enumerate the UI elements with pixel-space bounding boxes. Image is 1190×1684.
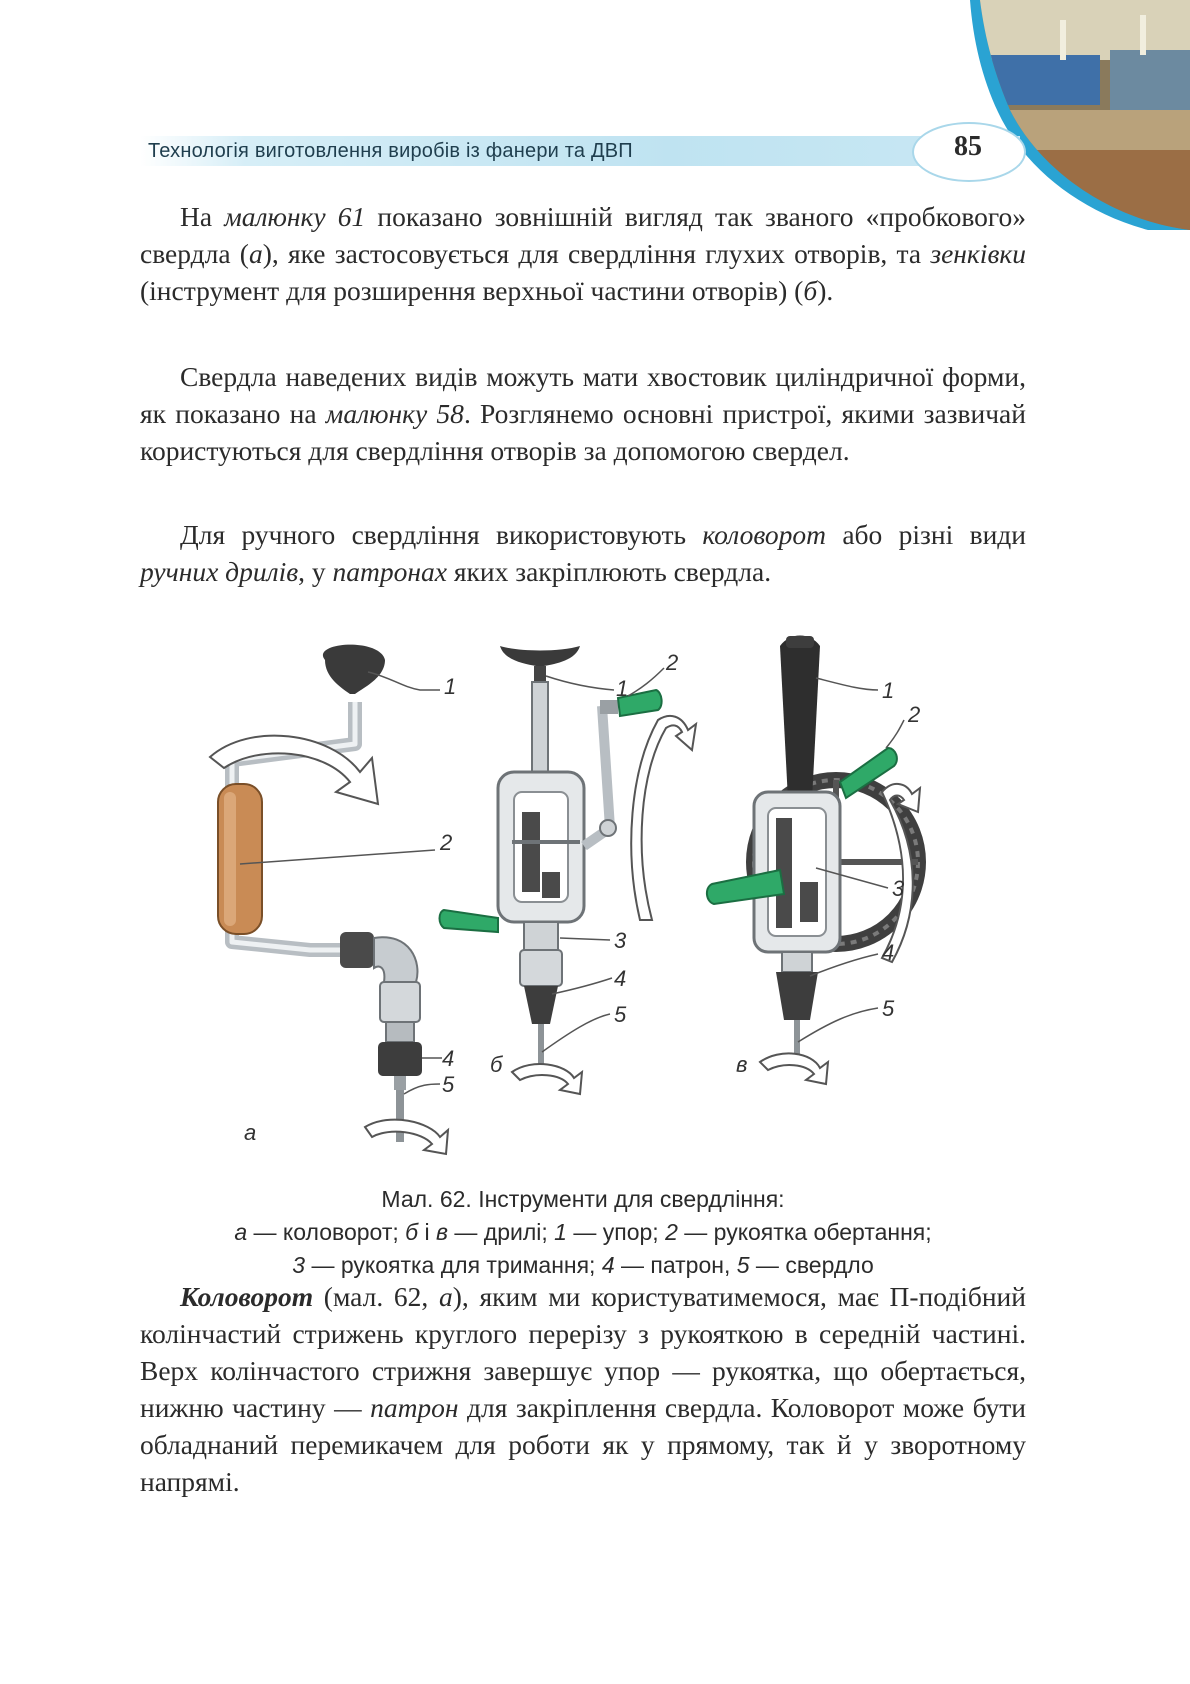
figure-drilling-tools bbox=[140, 632, 1040, 1172]
drill-c-label-4: 4 bbox=[882, 940, 895, 965]
drill-b-label-2: 2 bbox=[666, 650, 679, 675]
caption-line-1: Мал. 62. Інструменти для свердління: bbox=[381, 1186, 785, 1212]
hand-drill-illustration bbox=[440, 646, 697, 1094]
drill-b-label-5: 5 bbox=[614, 1002, 627, 1027]
corner-workshop-photo bbox=[940, 0, 1190, 230]
brace-label-5: 5 bbox=[442, 1072, 455, 1097]
drill-b-label-3: 3 bbox=[614, 928, 627, 953]
sublabel-b: б bbox=[490, 1052, 503, 1077]
page-number: 85 bbox=[954, 131, 982, 162]
breast-drill-illustration bbox=[707, 636, 920, 1085]
drill-c-label-2: 2 bbox=[908, 702, 921, 727]
sublabel-c: в bbox=[736, 1052, 748, 1077]
paragraph-3: Для ручного свердління використовують коловорот або різні види ручних дрилів, у патронах яких закріплюють свердла. bbox=[140, 519, 1027, 587]
running-header-title: Технологія виготовлення виробів із фанери та ДВП bbox=[148, 140, 633, 162]
drill-c-label-3: 3 bbox=[892, 876, 905, 901]
caption-line-3: 3 — рукоятка для тримання; 4 — патрон, 5 — свердло bbox=[292, 1252, 874, 1278]
drill-b-label-1: 1 bbox=[616, 676, 629, 701]
paragraph-4: Коловорот (мал. 62, а), яким ми користуватимемося, має П-подібний колінчастий стрижень круглого перерізу з рукояткою в середній частині. Верх колінчастого стрижня завершує упор — рукоятка, що обертається, нижню частину — патрон для закріплення свердла. Коловорот може бути обладнаний перемикачем для роботи як у прямому, так й у зворотному напрямі. bbox=[140, 1281, 1027, 1497]
drill-c-label-1: 1 bbox=[882, 678, 895, 703]
drill-b-label-4: 4 bbox=[614, 966, 627, 991]
sublabel-a: а bbox=[244, 1120, 257, 1145]
caption-line-2: а — коловорот; б і в — дрилі; 1 — упор; 2 — рукоятка обертання; bbox=[234, 1219, 932, 1245]
drill-c-label-5: 5 bbox=[882, 996, 895, 1021]
figure-caption bbox=[140, 1183, 1026, 1282]
brace-label-1: 1 bbox=[444, 674, 457, 699]
paragraph-2: Свердла наведених видів можуть мати хвостовик циліндричної форми, як показано на малюнку 58. Розглянемо основні пристрої, якими зазвичай користуються для свердління отворів за допомогою свердел. bbox=[140, 361, 1026, 466]
brace-illustration bbox=[210, 645, 456, 1154]
paragraph-1: На малюнку 61 показано зовнішній вигляд так званого «пробкового» свердла (а), яке застосовується для свердління глухих отворів, та зенківки (інструмент для розширення верхньої частини отворів) (б). bbox=[140, 201, 1026, 306]
brace-label-2: 2 bbox=[440, 830, 453, 855]
brace-label-4: 4 bbox=[442, 1046, 455, 1071]
